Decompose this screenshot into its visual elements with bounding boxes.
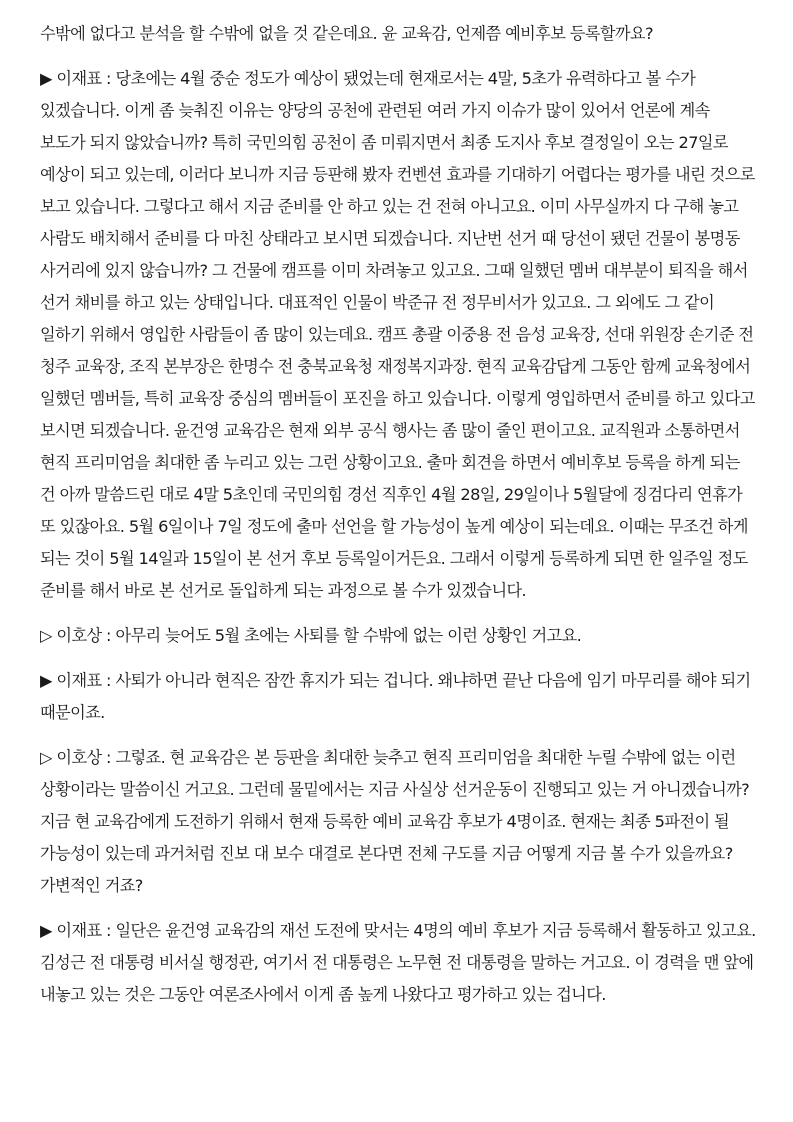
speaker-name: 이재표 : [51,69,116,88]
speaker-name: 이호상 : [51,748,116,767]
transcript-page [40,18,756,1024]
paragraph-text: 아무리 늦어도 5월 초에는 사퇴를 할 수밖에 없는 이런 상황인 거고요. [115,626,582,645]
speaker-name: 이호상 : [51,626,116,645]
speaker-name: 이재표 : [51,671,116,690]
speaker-name: 이재표 : [51,921,116,940]
paragraph-text: 사퇴가 아니라 현직은 잠깐 휴지가 되는 겁니다. 왜냐하면 끝난 다음에 임기 마무리를 해야 되기 때문이죠. [40,671,751,722]
paragraph-question-2 [40,742,756,902]
paragraph-text: 일단은 윤건영 교육감의 재선 도전에 맞서는 4명의 예비 후보가 지금 등록해서 활동하고 있고요. 김성근 전 대통령 비서실 행정관, 여기서 전 대통령은 노무현 전 대통령을 말하는 거고요. 이 경력을 맨 앞에 내놓고 있는 것은 그동안 여론조사에서 이게 좀 높게 나왔다고 평가하고 있는 겁니다. [40,921,756,1004]
paragraph-answer-2 [40,665,756,729]
outline-triangle-icon: ▷ [40,626,52,645]
paragraph-answer-3 [40,915,756,1011]
paragraph-intro [40,18,756,50]
outline-triangle-icon: ▷ [40,748,52,767]
paragraph-text: 수밖에 없다고 분석을 할 수밖에 없을 것 같은데요. 윤 교육감, 언제쯤 예비후보 등록할까요? [40,24,653,43]
paragraph-question-1 [40,620,756,652]
paragraph-text: 당초에는 4월 중순 정도가 예상이 됐었는데 현재로서는 4말, 5초가 유력하다고 볼 수가 있겠습니다. 이게 좀 늦춰진 이유는 양당의 공천에 관련된 여러 가지 이슈가 많이 있어서 언론에 계속 보도가 되지 않았습니까? 특히 국민의힘 공천이 좀 미뤄지면서 최종 도지사 후보 결정일이 오는 27일로 예상이 되고 있는데, 이러다 보니까 지금 등판해 봤자 컨벤션 효과를 기대하기 어렵다는 평가를 내린 것으로 보고 있습니다. 그렇다고 해서 지금 준비를 안 하고 있는 건 전혀 아니고요. 이미 사무실까지 다 구해 놓고 사람도 배치해서 준비를 다 마친 상태라고 보시면 되겠습니다. 지난번 선거 때 당선이 됐던 건물이 봉명동 사거리에 있지 않습니까? 그 건물에 캠프를 이미 차려놓고 있고요. 그때 일했던 멤버 대부분이 퇴직을 해서 선거 채비를 하고 있는 상태입니다. 대표적인 인물이 박준규 전 정무비서가 있고요. 그 외에도 그 같이 일하기 위해서 영입한 사람들이 좀 많이 있는데요. 캠프 총괄 이중용 전 음성 교육장, 선대 위원장 손기준 전 청주 교육장, 조직 본부장은 한명수 전 충북교육청 재정복지과장. 현직 교육감답게 그동안 함께 교육청에서 일했던 멤버들, 특히 교육장 중심의 멤버들이 포진을 하고 있습니다. 이렇게 영입하면서 준비를 하고 있다고 보시면 되겠습니다. 윤건영 교육감은 현재 외부 공식 행사는 좀 많이 줄인 편이고요. 교직원과 소통하면서 현직 프리미엄을 최대한 좀 누리고 있는 그런 상황이고요. 출마 회견을 하면서 예비후보 등록을 하게 되는 건 아까 말씀드린 대로 4말 5초인데 국민의힘 경선 직후인 4월 28일, 29일이나 5월달에 징검다리 연휴가 또 있잖아요. 5월 6일이나 7일 정도에 출마 선언을 할 가능성이 높게 예상이 되는데요. 이때는 무조건 하게 되는 것이 5월 14일과 15일이 본 선거 후보 등록일이거든요. 그래서 이렇게 등록하게 되면 한 일주일 정도 준비를 해서 바로 본 선거로 돌입하게 되는 과정으로 볼 수가 있겠습니다. [40,69,755,600]
filled-triangle-icon: ▶ [40,671,52,690]
filled-triangle-icon: ▶ [40,69,52,88]
paragraph-text: 그렇죠. 현 교육감은 본 등판을 최대한 늦추고 현직 프리미엄을 최대한 누릴 수밖에 없는 이런 상황이라는 말씀이신 거고요. 그런데 물밑에서는 지금 사실상 선거운동이 진행되고 있는 거 아니겠습니까? 지금 현 교육감에게 도전하기 위해서 현재 등록한 예비 교육감 후보가 4명이죠. 현재는 최종 5파전이 될 가능성이 있는데 과거처럼 진보 대 보수 대결로 본다면 전체 구도를 지금 어떻게 지금 볼 수가 있을까요? 가변적인 거죠? [40,748,750,895]
filled-triangle-icon: ▶ [40,921,52,940]
paragraph-answer-1 [40,63,756,607]
